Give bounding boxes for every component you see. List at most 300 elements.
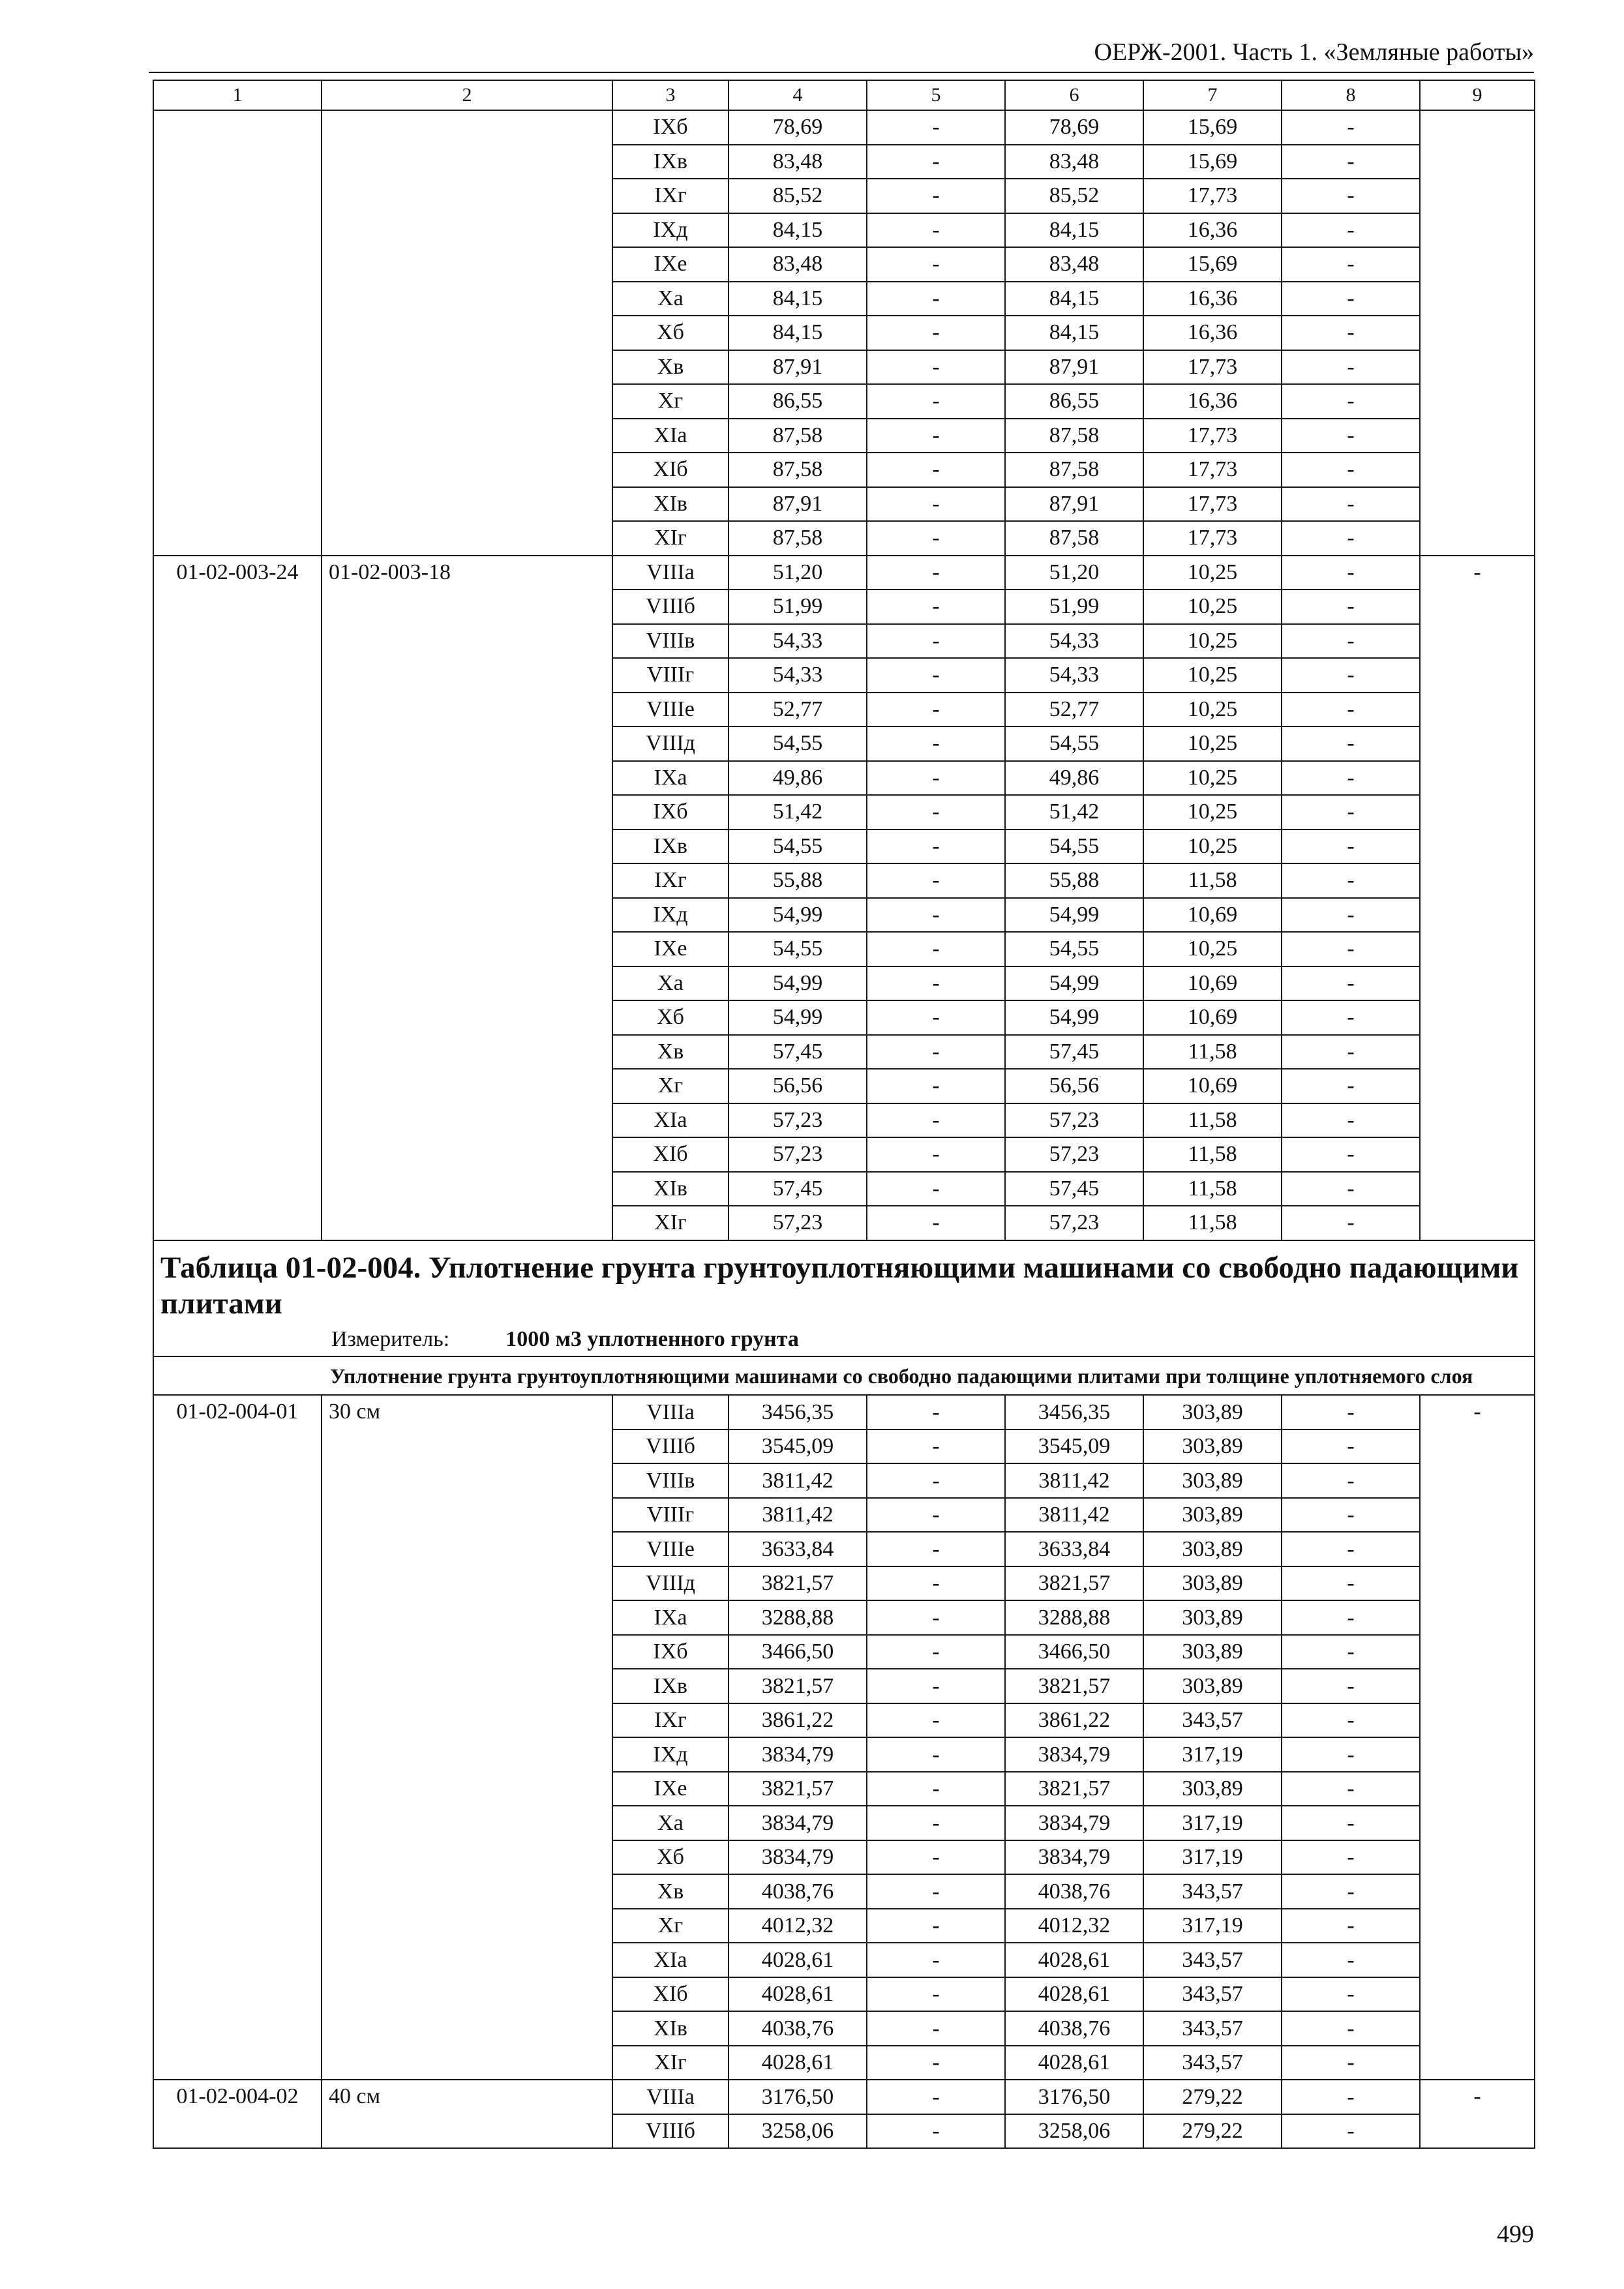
direct-cost-cell: 3466,50 bbox=[729, 1635, 867, 1669]
wage-cell: - bbox=[867, 658, 1005, 693]
wage-cell: - bbox=[867, 863, 1005, 898]
soil-group-cell: VIIIг bbox=[612, 658, 729, 693]
machine-cost-cell: 3821,57 bbox=[1005, 1772, 1143, 1806]
wage-cell: - bbox=[867, 1806, 1005, 1840]
description-cell: 01-02-003-18 bbox=[322, 556, 612, 1240]
wage-cell: - bbox=[867, 1874, 1005, 1909]
driver-wage-cell: 17,73 bbox=[1143, 419, 1282, 453]
direct-cost-cell: 87,58 bbox=[729, 521, 867, 556]
driver-wage-cell: 17,73 bbox=[1143, 453, 1282, 487]
direct-cost-cell: 3861,22 bbox=[729, 1703, 867, 1738]
direct-cost-cell: 4028,61 bbox=[729, 1943, 867, 1977]
materials-cell: - bbox=[1282, 726, 1420, 761]
machine-cost-cell: 87,58 bbox=[1005, 521, 1143, 556]
direct-cost-cell: 4028,61 bbox=[729, 2046, 867, 2080]
materials-cell: - bbox=[1282, 247, 1420, 282]
soil-group-cell: Xа bbox=[612, 282, 729, 316]
direct-cost-cell: 84,15 bbox=[729, 282, 867, 316]
direct-cost-cell: 54,55 bbox=[729, 830, 867, 864]
machine-cost-cell: 51,20 bbox=[1005, 556, 1143, 590]
description-cell: 40 см bbox=[322, 2080, 612, 2148]
wage-cell: - bbox=[867, 726, 1005, 761]
soil-group-cell: XIв bbox=[612, 1172, 729, 1206]
driver-wage-cell: 10,69 bbox=[1143, 1000, 1282, 1035]
wage-cell: - bbox=[867, 1737, 1005, 1772]
wage-cell: - bbox=[867, 1566, 1005, 1601]
table-subtitle-row bbox=[153, 1356, 1535, 1395]
column-9-cell: - bbox=[1420, 2080, 1535, 2148]
driver-wage-cell: 16,36 bbox=[1143, 213, 1282, 248]
driver-wage-cell: 10,25 bbox=[1143, 556, 1282, 590]
direct-cost-cell: 4028,61 bbox=[729, 1977, 867, 2012]
driver-wage-cell: 317,19 bbox=[1143, 1806, 1282, 1840]
materials-cell: - bbox=[1282, 1943, 1420, 1977]
soil-group-cell: IXа bbox=[612, 761, 729, 796]
wage-cell: - bbox=[867, 247, 1005, 282]
wage-cell: - bbox=[867, 2080, 1005, 2114]
soil-group-cell: VIIIе bbox=[612, 1532, 729, 1566]
direct-cost-cell: 49,86 bbox=[729, 761, 867, 796]
direct-cost-cell: 87,91 bbox=[729, 350, 867, 385]
materials-cell: - bbox=[1282, 179, 1420, 213]
driver-wage-cell: 317,19 bbox=[1143, 1840, 1282, 1875]
soil-group-cell: IXв bbox=[612, 1669, 729, 1703]
materials-cell: - bbox=[1282, 282, 1420, 316]
materials-cell: - bbox=[1282, 213, 1420, 248]
soil-group-cell: VIIIе bbox=[612, 693, 729, 727]
wage-cell: - bbox=[867, 316, 1005, 350]
running-header: ОЕРЖ-2001. Часть 1. «Земляные работы» bbox=[1094, 38, 1534, 66]
direct-cost-cell: 3176,50 bbox=[729, 2080, 867, 2114]
soil-group-cell: IXа bbox=[612, 1600, 729, 1635]
wage-cell: - bbox=[867, 1498, 1005, 1533]
soil-group-cell: VIIIб bbox=[612, 1429, 729, 1464]
soil-group-cell: IXд bbox=[612, 898, 729, 933]
wage-cell: - bbox=[867, 110, 1005, 145]
materials-cell: - bbox=[1282, 1206, 1420, 1240]
materials-cell: - bbox=[1282, 1172, 1420, 1206]
driver-wage-cell: 303,89 bbox=[1143, 1566, 1282, 1601]
column-number: 4 bbox=[729, 80, 867, 110]
wage-cell: - bbox=[867, 966, 1005, 1001]
materials-cell: - bbox=[1282, 1103, 1420, 1138]
wage-cell: - bbox=[867, 1943, 1005, 1977]
direct-cost-cell: 3811,42 bbox=[729, 1463, 867, 1498]
driver-wage-cell: 343,57 bbox=[1143, 1703, 1282, 1738]
soil-group-cell: VIIIа bbox=[612, 1395, 729, 1429]
machine-cost-cell: 57,23 bbox=[1005, 1137, 1143, 1172]
driver-wage-cell: 343,57 bbox=[1143, 2046, 1282, 2080]
driver-wage-cell: 303,89 bbox=[1143, 1635, 1282, 1669]
driver-wage-cell: 10,25 bbox=[1143, 726, 1282, 761]
soil-group-cell: IXг bbox=[612, 179, 729, 213]
materials-cell: - bbox=[1282, 761, 1420, 796]
driver-wage-cell: 17,73 bbox=[1143, 521, 1282, 556]
wage-cell: - bbox=[867, 1669, 1005, 1703]
direct-cost-cell: 3545,09 bbox=[729, 1429, 867, 1464]
materials-cell: - bbox=[1282, 1395, 1420, 1429]
wage-cell: - bbox=[867, 179, 1005, 213]
machine-cost-cell: 4038,76 bbox=[1005, 2011, 1143, 2046]
materials-cell: - bbox=[1282, 1429, 1420, 1464]
machine-cost-cell: 78,69 bbox=[1005, 110, 1143, 145]
driver-wage-cell: 10,25 bbox=[1143, 761, 1282, 796]
materials-cell: - bbox=[1282, 966, 1420, 1001]
machine-cost-cell: 3288,88 bbox=[1005, 1600, 1143, 1635]
wage-cell: - bbox=[867, 624, 1005, 659]
direct-cost-cell: 3834,79 bbox=[729, 1806, 867, 1840]
column-number: 8 bbox=[1282, 80, 1420, 110]
direct-cost-cell: 57,45 bbox=[729, 1172, 867, 1206]
description-cell bbox=[322, 110, 612, 556]
wage-cell: - bbox=[867, 795, 1005, 830]
wage-cell: - bbox=[867, 282, 1005, 316]
column-number-row bbox=[153, 80, 1535, 110]
materials-cell: - bbox=[1282, 795, 1420, 830]
direct-cost-cell: 57,23 bbox=[729, 1103, 867, 1138]
soil-group-cell: Xг bbox=[612, 1069, 729, 1103]
driver-wage-cell: 17,73 bbox=[1143, 487, 1282, 522]
wage-cell: - bbox=[867, 590, 1005, 624]
driver-wage-cell: 16,36 bbox=[1143, 282, 1282, 316]
machine-cost-cell: 3258,06 bbox=[1005, 2114, 1143, 2149]
machine-cost-cell: 86,55 bbox=[1005, 384, 1143, 419]
soil-group-cell: Xа bbox=[612, 966, 729, 1001]
machine-cost-cell: 51,42 bbox=[1005, 795, 1143, 830]
driver-wage-cell: 303,89 bbox=[1143, 1532, 1282, 1566]
code-cell: 01-02-004-02 bbox=[153, 2080, 322, 2148]
soil-group-cell: XIа bbox=[612, 1103, 729, 1138]
soil-group-cell: VIIIд bbox=[612, 726, 729, 761]
price-table bbox=[153, 80, 1535, 2149]
column-9-cell: - bbox=[1420, 556, 1535, 1240]
materials-cell: - bbox=[1282, 1035, 1420, 1070]
soil-group-cell: XIг bbox=[612, 2046, 729, 2080]
direct-cost-cell: 3834,79 bbox=[729, 1737, 867, 1772]
machine-cost-cell: 54,55 bbox=[1005, 726, 1143, 761]
driver-wage-cell: 10,25 bbox=[1143, 590, 1282, 624]
table-row bbox=[153, 110, 1535, 145]
machine-cost-cell: 3834,79 bbox=[1005, 1737, 1143, 1772]
driver-wage-cell: 15,69 bbox=[1143, 247, 1282, 282]
materials-cell: - bbox=[1282, 350, 1420, 385]
column-number: 2 bbox=[322, 80, 612, 110]
wage-cell: - bbox=[867, 1395, 1005, 1429]
soil-group-cell: Xа bbox=[612, 1806, 729, 1840]
machine-cost-cell: 54,99 bbox=[1005, 966, 1143, 1001]
materials-cell: - bbox=[1282, 1532, 1420, 1566]
machine-cost-cell: 3811,42 bbox=[1005, 1498, 1143, 1533]
page-number: 499 bbox=[1497, 2221, 1534, 2248]
driver-wage-cell: 16,36 bbox=[1143, 316, 1282, 350]
machine-cost-cell: 87,91 bbox=[1005, 350, 1143, 385]
machine-cost-cell: 84,15 bbox=[1005, 282, 1143, 316]
machine-cost-cell: 4038,76 bbox=[1005, 1874, 1143, 1909]
materials-cell: - bbox=[1282, 2080, 1420, 2114]
materials-cell: - bbox=[1282, 110, 1420, 145]
machine-cost-cell: 4028,61 bbox=[1005, 2046, 1143, 2080]
unit-label: Измеритель: bbox=[331, 1327, 450, 1352]
machine-cost-cell: 83,48 bbox=[1005, 145, 1143, 179]
soil-group-cell: XIб bbox=[612, 1977, 729, 2012]
table-title-cell bbox=[153, 1240, 1535, 1357]
column-number: 7 bbox=[1143, 80, 1282, 110]
materials-cell: - bbox=[1282, 693, 1420, 727]
materials-cell: - bbox=[1282, 2046, 1420, 2080]
driver-wage-cell: 303,89 bbox=[1143, 1669, 1282, 1703]
machine-cost-cell: 56,56 bbox=[1005, 1069, 1143, 1103]
direct-cost-cell: 3821,57 bbox=[729, 1669, 867, 1703]
direct-cost-cell: 3834,79 bbox=[729, 1840, 867, 1875]
soil-group-cell: IXд bbox=[612, 1737, 729, 1772]
driver-wage-cell: 11,58 bbox=[1143, 1035, 1282, 1070]
materials-cell: - bbox=[1282, 556, 1420, 590]
direct-cost-cell: 4038,76 bbox=[729, 2011, 867, 2046]
direct-cost-cell: 57,23 bbox=[729, 1206, 867, 1240]
materials-cell: - bbox=[1282, 2011, 1420, 2046]
driver-wage-cell: 15,69 bbox=[1143, 110, 1282, 145]
wage-cell: - bbox=[867, 145, 1005, 179]
materials-cell: - bbox=[1282, 1909, 1420, 1943]
materials-cell: - bbox=[1282, 384, 1420, 419]
direct-cost-cell: 84,15 bbox=[729, 316, 867, 350]
driver-wage-cell: 303,89 bbox=[1143, 1429, 1282, 1464]
direct-cost-cell: 3821,57 bbox=[729, 1566, 867, 1601]
wage-cell: - bbox=[867, 1635, 1005, 1669]
direct-cost-cell: 3633,84 bbox=[729, 1532, 867, 1566]
materials-cell: - bbox=[1282, 487, 1420, 522]
wage-cell: - bbox=[867, 487, 1005, 522]
materials-cell: - bbox=[1282, 1840, 1420, 1875]
driver-wage-cell: 10,25 bbox=[1143, 693, 1282, 727]
table-row bbox=[153, 556, 1535, 590]
materials-cell: - bbox=[1282, 1772, 1420, 1806]
direct-cost-cell: 4012,32 bbox=[729, 1909, 867, 1943]
materials-cell: - bbox=[1282, 419, 1420, 453]
wage-cell: - bbox=[867, 1840, 1005, 1875]
materials-cell: - bbox=[1282, 1806, 1420, 1840]
soil-group-cell: Xг bbox=[612, 1909, 729, 1943]
direct-cost-cell: 54,99 bbox=[729, 1000, 867, 1035]
driver-wage-cell: 10,25 bbox=[1143, 624, 1282, 659]
driver-wage-cell: 303,89 bbox=[1143, 1600, 1282, 1635]
soil-group-cell: VIIIб bbox=[612, 2114, 729, 2149]
materials-cell: - bbox=[1282, 590, 1420, 624]
soil-group-cell: IXв bbox=[612, 830, 729, 864]
soil-group-cell: XIа bbox=[612, 1943, 729, 1977]
soil-group-cell: IXб bbox=[612, 1635, 729, 1669]
machine-cost-cell: 85,52 bbox=[1005, 179, 1143, 213]
wage-cell: - bbox=[867, 932, 1005, 966]
direct-cost-cell: 87,58 bbox=[729, 453, 867, 487]
driver-wage-cell: 10,69 bbox=[1143, 1069, 1282, 1103]
wage-cell: - bbox=[867, 2046, 1005, 2080]
direct-cost-cell: 3821,57 bbox=[729, 1772, 867, 1806]
wage-cell: - bbox=[867, 761, 1005, 796]
soil-group-cell: Xб bbox=[612, 1840, 729, 1875]
table-row bbox=[153, 2080, 1535, 2114]
soil-group-cell: IXг bbox=[612, 863, 729, 898]
soil-group-cell: VIIIв bbox=[612, 1463, 729, 1498]
machine-cost-cell: 55,88 bbox=[1005, 863, 1143, 898]
machine-cost-cell: 3456,35 bbox=[1005, 1395, 1143, 1429]
column-number: 9 bbox=[1420, 80, 1535, 110]
materials-cell: - bbox=[1282, 1874, 1420, 1909]
materials-cell: - bbox=[1282, 316, 1420, 350]
driver-wage-cell: 279,22 bbox=[1143, 2080, 1282, 2114]
machine-cost-cell: 52,77 bbox=[1005, 693, 1143, 727]
direct-cost-cell: 78,69 bbox=[729, 110, 867, 145]
materials-cell: - bbox=[1282, 1000, 1420, 1035]
soil-group-cell: IXб bbox=[612, 110, 729, 145]
machine-cost-cell: 3861,22 bbox=[1005, 1703, 1143, 1738]
driver-wage-cell: 343,57 bbox=[1143, 1977, 1282, 2012]
column-number: 3 bbox=[612, 80, 729, 110]
table-row bbox=[153, 1395, 1535, 1429]
wage-cell: - bbox=[867, 521, 1005, 556]
driver-wage-cell: 343,57 bbox=[1143, 1874, 1282, 1909]
code-cell: 01-02-004-01 bbox=[153, 1395, 322, 2080]
materials-cell: - bbox=[1282, 1977, 1420, 2012]
column-9-cell bbox=[1420, 110, 1535, 556]
soil-group-cell: Xб bbox=[612, 316, 729, 350]
wage-cell: - bbox=[867, 1429, 1005, 1464]
machine-cost-cell: 49,86 bbox=[1005, 761, 1143, 796]
driver-wage-cell: 10,69 bbox=[1143, 966, 1282, 1001]
wage-cell: - bbox=[867, 693, 1005, 727]
soil-group-cell: Xг bbox=[612, 384, 729, 419]
direct-cost-cell: 3811,42 bbox=[729, 1498, 867, 1533]
soil-group-cell: XIв bbox=[612, 2011, 729, 2046]
machine-cost-cell: 3633,84 bbox=[1005, 1532, 1143, 1566]
driver-wage-cell: 303,89 bbox=[1143, 1463, 1282, 1498]
soil-group-cell: VIIIд bbox=[612, 1566, 729, 1601]
machine-cost-cell: 3811,42 bbox=[1005, 1463, 1143, 1498]
driver-wage-cell: 11,58 bbox=[1143, 1103, 1282, 1138]
direct-cost-cell: 54,55 bbox=[729, 726, 867, 761]
materials-cell: - bbox=[1282, 1498, 1420, 1533]
soil-group-cell: IXв bbox=[612, 145, 729, 179]
soil-group-cell: IXб bbox=[612, 795, 729, 830]
wage-cell: - bbox=[867, 830, 1005, 864]
direct-cost-cell: 52,77 bbox=[729, 693, 867, 727]
direct-cost-cell: 84,15 bbox=[729, 213, 867, 248]
direct-cost-cell: 3456,35 bbox=[729, 1395, 867, 1429]
direct-cost-cell: 54,55 bbox=[729, 932, 867, 966]
wage-cell: - bbox=[867, 2114, 1005, 2149]
wage-cell: - bbox=[867, 453, 1005, 487]
machine-cost-cell: 3176,50 bbox=[1005, 2080, 1143, 2114]
materials-cell: - bbox=[1282, 898, 1420, 933]
wage-cell: - bbox=[867, 350, 1005, 385]
wage-cell: - bbox=[867, 213, 1005, 248]
driver-wage-cell: 10,25 bbox=[1143, 795, 1282, 830]
wage-cell: - bbox=[867, 556, 1005, 590]
soil-group-cell: VIIIв bbox=[612, 624, 729, 659]
soil-group-cell: Xв bbox=[612, 350, 729, 385]
direct-cost-cell: 54,33 bbox=[729, 624, 867, 659]
machine-cost-cell: 51,99 bbox=[1005, 590, 1143, 624]
soil-group-cell: IXе bbox=[612, 932, 729, 966]
driver-wage-cell: 10,69 bbox=[1143, 898, 1282, 933]
direct-cost-cell: 54,33 bbox=[729, 658, 867, 693]
wage-cell: - bbox=[867, 384, 1005, 419]
driver-wage-cell: 303,89 bbox=[1143, 1395, 1282, 1429]
materials-cell: - bbox=[1282, 1669, 1420, 1703]
driver-wage-cell: 343,57 bbox=[1143, 2011, 1282, 2046]
direct-cost-cell: 56,56 bbox=[729, 1069, 867, 1103]
materials-cell: - bbox=[1282, 830, 1420, 864]
direct-cost-cell: 54,99 bbox=[729, 898, 867, 933]
driver-wage-cell: 11,58 bbox=[1143, 1172, 1282, 1206]
column-number: 5 bbox=[867, 80, 1005, 110]
machine-cost-cell: 4012,32 bbox=[1005, 1909, 1143, 1943]
driver-wage-cell: 17,73 bbox=[1143, 350, 1282, 385]
driver-wage-cell: 10,25 bbox=[1143, 932, 1282, 966]
materials-cell: - bbox=[1282, 624, 1420, 659]
driver-wage-cell: 303,89 bbox=[1143, 1498, 1282, 1533]
wage-cell: - bbox=[867, 1206, 1005, 1240]
soil-group-cell: IXе bbox=[612, 247, 729, 282]
wage-cell: - bbox=[867, 1000, 1005, 1035]
machine-cost-cell: 57,45 bbox=[1005, 1035, 1143, 1070]
direct-cost-cell: 51,20 bbox=[729, 556, 867, 590]
materials-cell: - bbox=[1282, 1566, 1420, 1601]
direct-cost-cell: 87,91 bbox=[729, 487, 867, 522]
direct-cost-cell: 86,55 bbox=[729, 384, 867, 419]
wage-cell: - bbox=[867, 1137, 1005, 1172]
machine-cost-cell: 57,23 bbox=[1005, 1206, 1143, 1240]
header-rule bbox=[149, 72, 1534, 73]
direct-cost-cell: 55,88 bbox=[729, 863, 867, 898]
wage-cell: - bbox=[867, 1909, 1005, 1943]
soil-group-cell: XIг bbox=[612, 1206, 729, 1240]
soil-group-cell: XIб bbox=[612, 1137, 729, 1172]
materials-cell: - bbox=[1282, 1737, 1420, 1772]
soil-group-cell: Xб bbox=[612, 1000, 729, 1035]
driver-wage-cell: 343,57 bbox=[1143, 1943, 1282, 1977]
direct-cost-cell: 57,45 bbox=[729, 1035, 867, 1070]
machine-cost-cell: 84,15 bbox=[1005, 316, 1143, 350]
soil-group-cell: VIIIг bbox=[612, 1498, 729, 1533]
materials-cell: - bbox=[1282, 1069, 1420, 1103]
direct-cost-cell: 3288,88 bbox=[729, 1600, 867, 1635]
direct-cost-cell: 4038,76 bbox=[729, 1874, 867, 1909]
column-9-cell: - bbox=[1420, 1395, 1535, 2080]
driver-wage-cell: 15,69 bbox=[1143, 145, 1282, 179]
materials-cell: - bbox=[1282, 1635, 1420, 1669]
driver-wage-cell: 16,36 bbox=[1143, 384, 1282, 419]
machine-cost-cell: 54,99 bbox=[1005, 1000, 1143, 1035]
soil-group-cell: IXг bbox=[612, 1703, 729, 1738]
direct-cost-cell: 85,52 bbox=[729, 179, 867, 213]
soil-group-cell: XIа bbox=[612, 419, 729, 453]
wage-cell: - bbox=[867, 1703, 1005, 1738]
materials-cell: - bbox=[1282, 863, 1420, 898]
driver-wage-cell: 279,22 bbox=[1143, 2114, 1282, 2149]
machine-cost-cell: 83,48 bbox=[1005, 247, 1143, 282]
soil-group-cell: Xв bbox=[612, 1035, 729, 1070]
machine-cost-cell: 54,33 bbox=[1005, 658, 1143, 693]
machine-cost-cell: 54,55 bbox=[1005, 932, 1143, 966]
soil-group-cell: VIIIа bbox=[612, 2080, 729, 2114]
machine-cost-cell: 54,55 bbox=[1005, 830, 1143, 864]
soil-group-cell: IXд bbox=[612, 213, 729, 248]
driver-wage-cell: 11,58 bbox=[1143, 863, 1282, 898]
soil-group-cell: XIб bbox=[612, 453, 729, 487]
machine-cost-cell: 54,99 bbox=[1005, 898, 1143, 933]
soil-group-cell: VIIIа bbox=[612, 556, 729, 590]
